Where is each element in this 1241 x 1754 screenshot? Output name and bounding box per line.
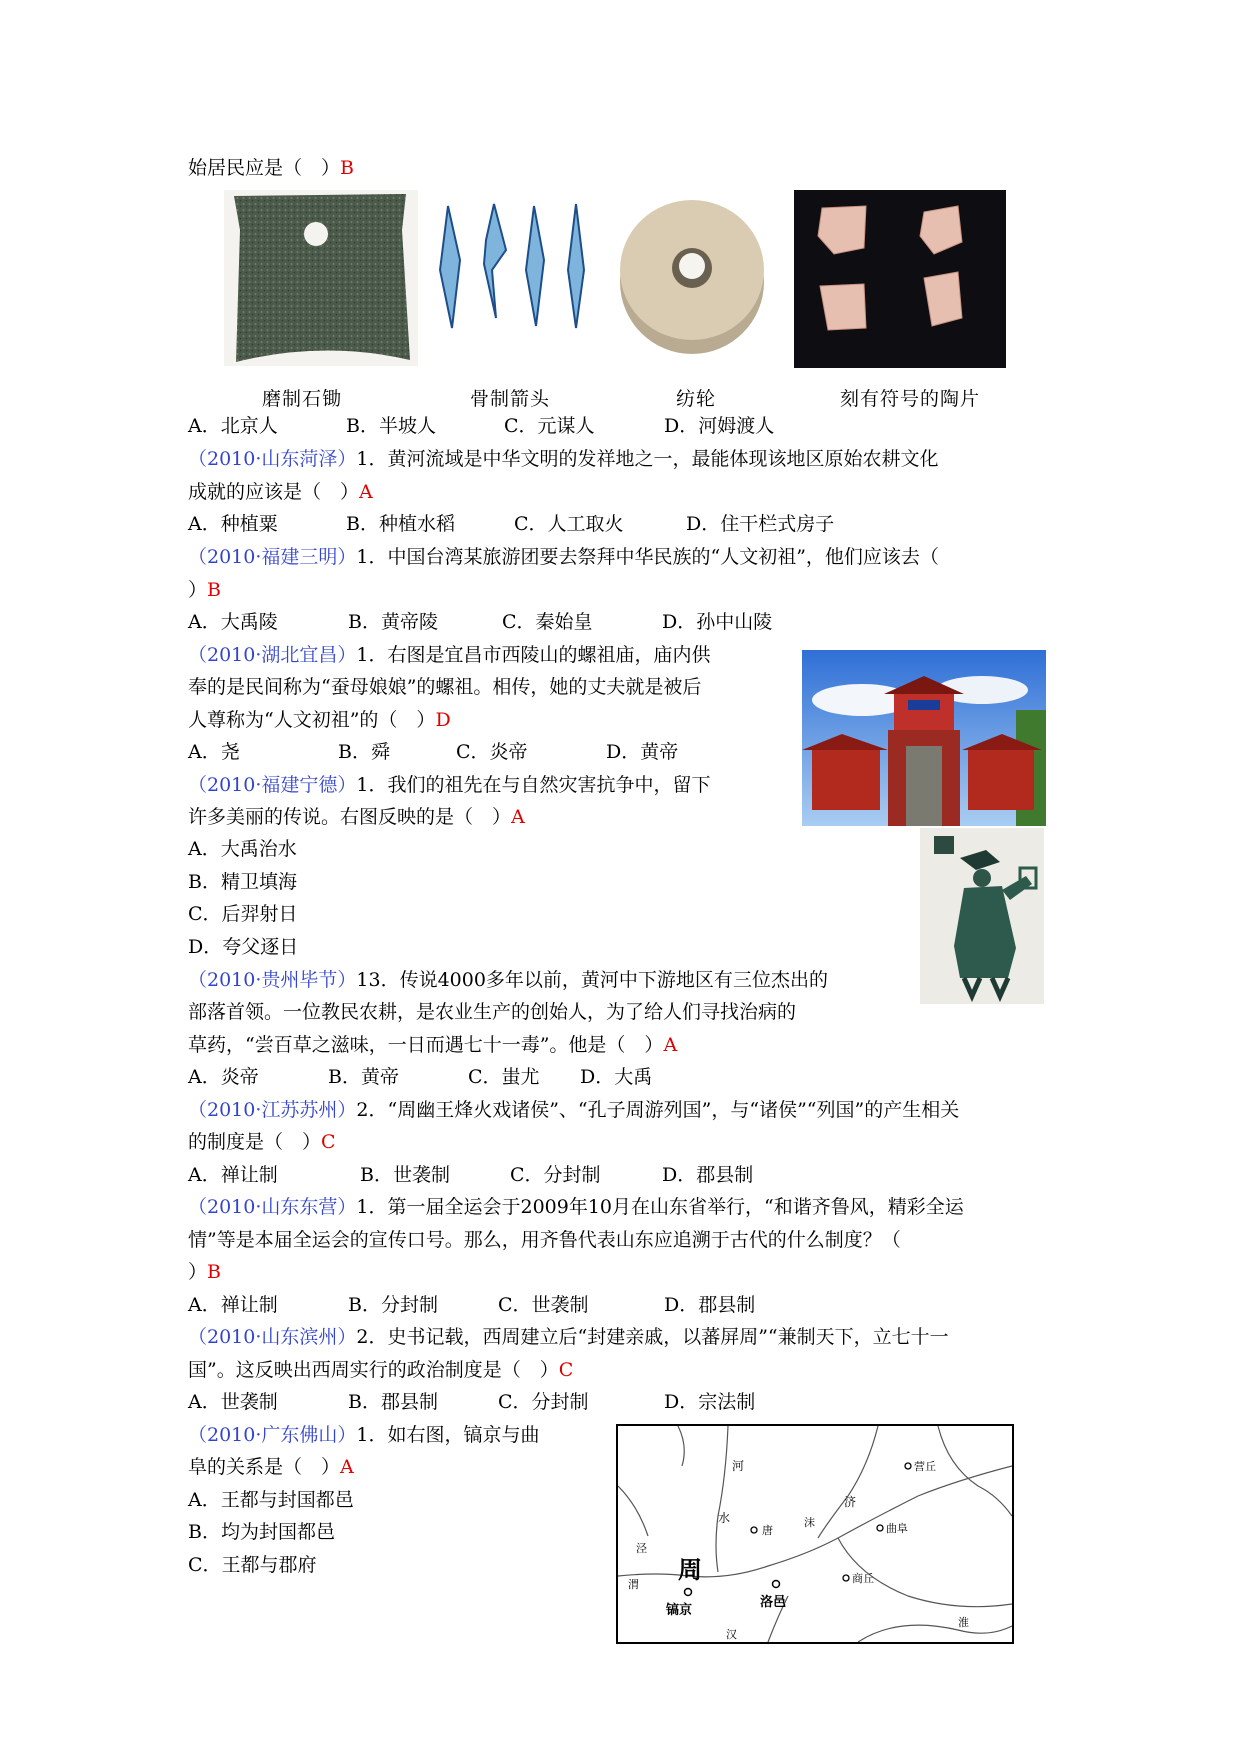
q2-line2: ）B: [188, 579, 221, 601]
option-d: D．郡县制: [664, 1294, 756, 1316]
q7-source: （2010·山东东营）: [188, 1196, 357, 1218]
map-label-mo: 沫: [804, 1516, 815, 1529]
q6-source: （2010·江苏苏州）: [188, 1099, 357, 1121]
q0-answer: B: [340, 157, 354, 179]
q2-options: [188, 610, 772, 634]
spinning-wheel-image: [612, 190, 772, 358]
option-b: B．黄帝: [328, 1066, 399, 1088]
option-b: B．舜: [338, 741, 390, 763]
option-a: A．尧: [188, 741, 240, 763]
stone-hoe-image: [224, 190, 418, 366]
map-label-shui: 水: [718, 1511, 731, 1525]
q5-answer: A: [663, 1034, 678, 1056]
q4-source: （2010·福建宁德）: [188, 774, 357, 796]
pottery-shards-image: [794, 190, 1006, 368]
option-c: C．分封制: [510, 1164, 601, 1186]
q9-option-b: B．均为封国都邑: [188, 1521, 335, 1543]
q3-line2: 奉的是民间称为“蚕母娘娘”的螺祖。相传，她的丈夫就是被后: [188, 676, 702, 698]
option-b: B．分封制: [348, 1294, 438, 1316]
q9-option-c: C．王都与郡府: [188, 1554, 317, 1576]
map-label-qufu: 曲阜: [886, 1522, 908, 1535]
q3-source: （2010·湖北宜昌）: [188, 644, 357, 666]
map-label-jing: 泾: [636, 1542, 647, 1555]
map-label-zhou: 周: [678, 1556, 702, 1584]
option-c: C．分封制: [498, 1391, 589, 1413]
q1-options: [188, 512, 834, 536]
q4-answer: A: [511, 806, 525, 828]
option-d: D．河姆渡人: [664, 415, 775, 437]
q6-options: [188, 1163, 753, 1187]
option-c: C．秦始皇: [502, 611, 593, 633]
option-d: D．郡县制: [662, 1164, 754, 1186]
option-b: B．半坡人: [346, 415, 436, 437]
q4-option-c: C．后羿射日: [188, 903, 298, 925]
q8-source: （2010·山东滨州）: [188, 1326, 357, 1348]
q8-line2: 国”。这反映出西周实行的政治制度是（ ）C: [188, 1359, 574, 1381]
q6-line2: 的制度是（ ）C: [188, 1131, 336, 1153]
option-b: B．世袭制: [360, 1164, 450, 1186]
q2-line1: （2010·福建三明）1．中国台湾某旅游团要去祭拜中华民族的“人文初祖”，他们应该去（: [188, 546, 939, 568]
bone-arrowheads-image: [426, 200, 596, 336]
caption-stone-hoe: 磨制石锄: [262, 388, 343, 410]
option-c: C．炎帝: [456, 741, 528, 763]
option-a: A．世袭制: [188, 1391, 278, 1413]
q3-answer: D: [435, 709, 451, 731]
q2-source: （2010·福建三明）: [188, 546, 357, 568]
option-a: A．大禹陵: [188, 611, 278, 633]
option-d: D．宗法制: [664, 1391, 756, 1413]
q3-options: [188, 740, 678, 764]
q5-line1: （2010·贵州毕节）13．传说4000多年以前，黄河中下游地区有三位杰出的: [188, 969, 828, 991]
q7-answer: B: [207, 1261, 221, 1283]
q8-line1: （2010·山东滨州）2．史书记载，西周建立后“封建亲戚，以蕃屏周”“兼制天下，立七十一: [188, 1326, 949, 1348]
map-label-luoyi: 洛邑: [760, 1595, 787, 1610]
q1-answer: A: [359, 481, 373, 503]
option-c: C．世袭制: [498, 1294, 589, 1316]
q7-line2: 情”等是本届全运会的宣传口号。那么，用齐鲁代表山东应追溯于古代的什么制度？（: [188, 1229, 901, 1251]
option-c: C．蚩尤: [468, 1066, 540, 1088]
yu-figure-image: [920, 828, 1044, 1004]
q6-line1: （2010·江苏苏州）2．“周幽王烽火戏诸侯”、“孔子周游列国”，与“诸侯”“列国”的产生相关: [188, 1099, 960, 1121]
q5-line2: 部落首领。一位教民农耕，是农业生产的创始人，为了给人们寻找治病的: [188, 1001, 797, 1023]
map-label-huai: 淮: [958, 1616, 969, 1629]
option-b: B．郡县制: [348, 1391, 438, 1413]
q4-option-d: D．夸父逐日: [188, 936, 299, 958]
map-label-wei: 渭: [628, 1578, 639, 1591]
option-d: D．黄帝: [606, 741, 679, 763]
q0-stem: 始居民应是（ ）B: [188, 157, 354, 179]
map-label-han: 汉: [726, 1628, 737, 1641]
q7-options: [188, 1293, 755, 1317]
q9-line1: （2010·广东佛山）1．如右图，镐京与曲: [188, 1424, 540, 1446]
q4-option-a: A．大禹治水: [188, 838, 297, 860]
q8-answer: C: [558, 1359, 574, 1381]
map-label-tang: 唐: [762, 1524, 773, 1537]
q8-options: [188, 1390, 755, 1414]
q4-line2: 许多美丽的传说。右图反映的是（ ）A: [188, 806, 525, 828]
q5-line3: 草药，“尝百草之滋味，一日而遇七十一毒”。他是（ ）A: [188, 1034, 678, 1056]
q7-line1: （2010·山东东营）1．第一届全运会于2009年10月在山东省举行，“和谐齐鲁风，精彩全运: [188, 1196, 964, 1218]
option-a: A．种植粟: [188, 513, 278, 535]
map-label-haojing: 镐京: [666, 1603, 693, 1618]
zhou-map: [616, 1424, 1014, 1644]
caption-spinning-wheel: 纺轮: [676, 388, 717, 410]
q0-options: [188, 414, 774, 438]
q1-source: （2010·山东菏泽）: [188, 448, 357, 470]
q9-answer: A: [340, 1456, 354, 1478]
option-a: A．北京人: [188, 415, 278, 437]
caption-pottery: 刻有符号的陶片: [840, 388, 981, 410]
q3-line1: （2010·湖北宜昌）1．右图是宜昌市西陵山的螺祖庙，庙内供: [188, 644, 711, 666]
q1-line2: 成就的应该是（ ）A: [188, 481, 373, 503]
q2-answer: B: [207, 579, 221, 601]
option-b: B．种植水稻: [346, 513, 455, 535]
option-a: A．禅让制: [188, 1294, 278, 1316]
q4-line1: （2010·福建宁德）1．我们的祖先在与自然灾害抗争中，留下: [188, 774, 711, 796]
map-label-ji: 济: [844, 1495, 857, 1509]
option-c: C．元谋人: [504, 415, 595, 437]
q1-line1: （2010·山东菏泽）1．黄河流域是中华文明的发祥地之一，最能体现该地区原始农耕文化: [188, 448, 939, 470]
option-a: A．炎帝: [188, 1066, 259, 1088]
option-b: B．黄帝陵: [348, 611, 438, 633]
q4-option-b: B．精卫填海: [188, 871, 297, 893]
q6-answer: C: [321, 1131, 336, 1153]
option-d: D．住干栏式房子: [686, 513, 835, 535]
q9-option-a: A．王都与封国都邑: [188, 1489, 354, 1511]
q7-line3: ）B: [188, 1261, 221, 1283]
option-c: C．人工取火: [514, 513, 624, 535]
q3-line3: 人尊称为“人文初祖”的（ ）D: [188, 709, 451, 731]
q5-options: [188, 1065, 652, 1089]
option-d: D．孙中山陵: [662, 611, 773, 633]
q5-source: （2010·贵州毕节）: [188, 969, 357, 991]
temple-image: [802, 650, 1046, 826]
option-a: A．禅让制: [188, 1164, 278, 1186]
map-label-he: 河: [732, 1459, 745, 1473]
q9-line2: 阜的关系是（ ）A: [188, 1456, 354, 1478]
map-label-yingqiu: 营丘: [914, 1460, 936, 1473]
caption-bone-arrow: 骨制箭头: [470, 388, 551, 410]
map-label-shangqiu: 商丘: [852, 1572, 874, 1585]
option-d: D．大禹: [580, 1066, 653, 1088]
q9-source: （2010·广东佛山）: [188, 1424, 357, 1446]
